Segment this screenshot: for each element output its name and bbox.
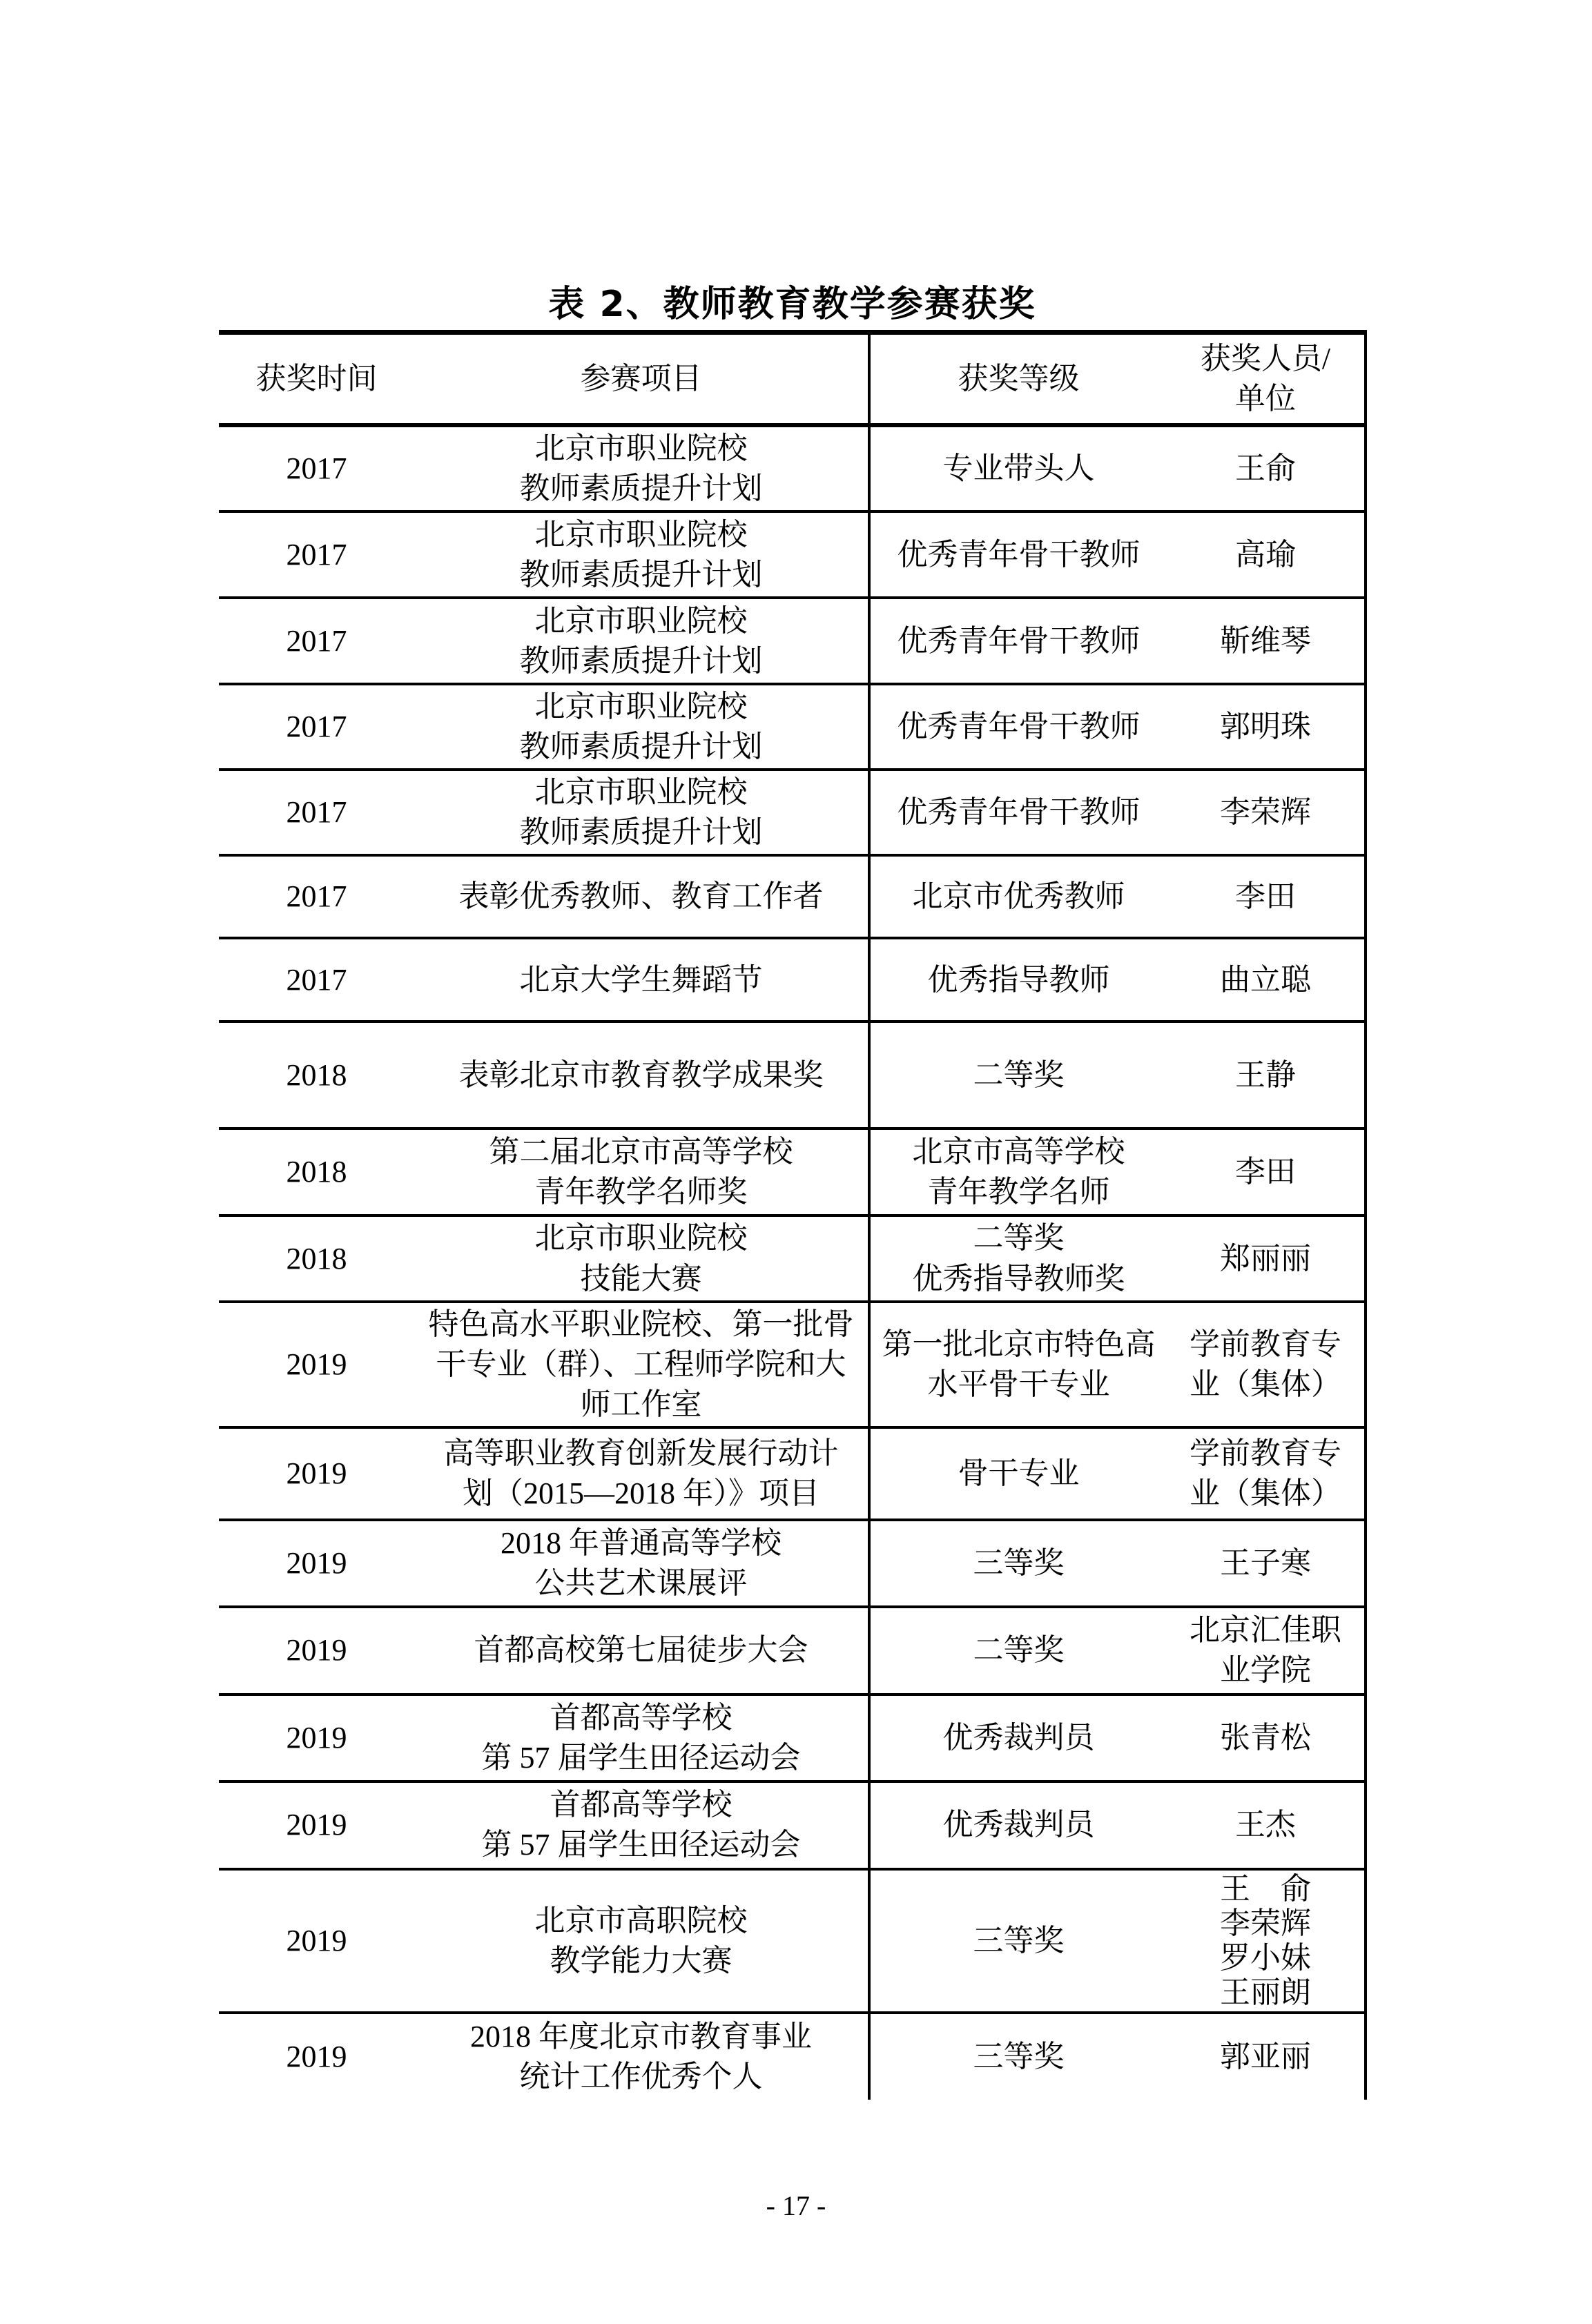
cell-project-line: 师工作室 [580,1387,702,1421]
table-row [219,1695,1366,1781]
page-title: 表 2、教师教育教学参赛获奖 [548,284,1036,325]
table-body [219,425,1366,2100]
table-row [219,1215,1366,1301]
cell-project [414,1781,869,1869]
cell-year-line: 2017 [286,623,347,658]
cell-person-line: 学前教育专 [1190,1436,1341,1470]
cell-award-line: 三等奖 [973,1924,1065,1958]
cell-year [219,511,414,598]
cell-award-line: 北京市优秀教师 [912,879,1125,914]
cell-person-line: 郑丽丽 [1220,1241,1311,1276]
cell-person [1167,1129,1366,1215]
table-row [219,770,1366,855]
cell-year-line: 2017 [286,879,347,914]
cell-year [219,1607,414,1695]
cell-award-line: 水平骨干专业 [927,1367,1110,1401]
cell-person [1167,938,1366,1022]
cell-project [414,425,869,511]
cell-project-line: 表彰优秀教师、教育工作者 [458,879,824,914]
cell-project-line: 统计工作优秀个人 [519,2060,763,2094]
cell-year-line: 2019 [286,2040,347,2074]
cell-project [414,598,869,684]
cell-person-line: 郭亚丽 [1220,2040,1311,2074]
cell-person-line: 王子寒 [1220,1545,1311,1580]
cell-award-line: 专业带头人 [942,451,1095,486]
cell-year-line: 2017 [286,795,347,830]
cell-project-line: 北京市职业院校 [534,690,748,724]
cell-project [414,770,869,855]
cell-person [1167,1427,1366,1520]
cell-person [1167,1607,1366,1695]
cell-project [414,1129,869,1215]
table-row [219,598,1366,684]
cell-award-line: 优秀青年骨干教师 [897,710,1140,744]
cell-award [869,1129,1167,1215]
cell-award-line: 二等奖 [973,1221,1065,1256]
cell-person-line: 王丽朗 [1220,1975,1311,2010]
cell-project-line: 高等职业教育创新发展行动计 [443,1436,839,1470]
cell-year-line: 2019 [286,1633,347,1668]
table-row [219,2013,1366,2100]
cell-person-line: 王静 [1235,1057,1296,1092]
cell-year [219,938,414,1022]
cell-year-line: 2019 [286,1720,347,1755]
cell-project-line: 北京大学生舞蹈节 [519,962,763,997]
cell-person-line: 张青松 [1220,1720,1311,1755]
table-row [219,1022,1366,1129]
cell-award [869,855,1167,938]
cell-award-line: 第一批北京市特色高 [882,1327,1156,1361]
cell-award-line: 优秀指导教师 [927,962,1110,997]
cell-person [1167,1781,1366,1869]
table-row [219,1302,1366,1427]
table-row [219,1781,1366,1869]
cell-project-line: 北京市职业院校 [534,431,748,465]
cell-award-line: 二等奖 [973,1633,1065,1668]
cell-project [414,2013,869,2100]
cell-award-line: 三等奖 [973,1545,1065,1580]
cell-project-line: 第二届北京市高等学校 [489,1135,793,1169]
cell-project-line: 教师素质提升计划 [519,471,763,506]
cell-award-line: 优秀青年骨干教师 [897,623,1140,658]
cell-person-line: 业学院 [1220,1653,1311,1688]
cell-project-line: 表彰北京市教育教学成果奖 [458,1057,824,1092]
cell-project [414,511,869,598]
cell-project-line: 首都高校第七届徒步大会 [474,1633,808,1668]
cell-project [414,1427,869,1520]
cell-award [869,1695,1167,1781]
cell-year [219,1781,414,1869]
cell-person-line: 北京汇佳职 [1190,1613,1341,1648]
cell-project-line: 2018 年普通高等学校 [501,1525,782,1560]
cell-year-line: 2019 [286,1456,347,1490]
cell-award-line: 优秀青年骨干教师 [897,537,1140,572]
cell-project [414,1022,869,1129]
cell-person-line: 王俞 [1235,451,1296,486]
cell-person-line: 李田 [1235,1155,1296,1189]
header-row [219,333,1366,426]
cell-project [414,1215,869,1301]
cell-year [219,1129,414,1215]
cell-year [219,1520,414,1607]
cell-year-line: 2019 [286,1545,347,1580]
cell-project-line: 技能大赛 [580,1261,702,1296]
cell-person-line: 业（集体） [1190,1367,1341,1401]
cell-award [869,684,1167,770]
cell-person [1167,1695,1366,1781]
cell-year [219,1022,414,1129]
cell-project [414,1520,869,1607]
cell-award [869,1022,1167,1129]
cell-person [1167,1302,1366,1427]
cell-person-line: 李荣辉 [1220,795,1311,830]
cell-year [219,598,414,684]
table-row [219,1427,1366,1520]
cell-project [414,938,869,1022]
table-row [219,684,1366,770]
cell-award [869,598,1167,684]
table-row [219,425,1366,511]
table-row [219,1869,1366,2013]
cell-award [869,1302,1167,1427]
cell-project-line: 首都高等学校 [550,1788,732,1822]
cell-award [869,425,1167,511]
table-row [219,1520,1366,1607]
cell-project-line: 划（2015—2018 年）》项目 [463,1476,819,1510]
cell-person [1167,511,1366,598]
cell-person [1167,2013,1366,2100]
cell-project-line: 2018 年度北京市教育事业 [470,2020,812,2054]
cell-year-line: 2019 [286,1347,347,1381]
cell-person-line: 靳维琴 [1220,623,1311,658]
cell-person [1167,770,1366,855]
cell-person-line: 高瑜 [1235,537,1296,572]
cell-award-line: 优秀裁判员 [942,1808,1095,1842]
cell-project-line: 公共艺术课展评 [534,1565,748,1600]
cell-year [219,1215,414,1301]
cell-award [869,1215,1167,1301]
table-row [219,938,1366,1022]
cell-project-line: 教师素质提升计划 [519,557,763,592]
cell-project [414,1302,869,1427]
cell-project-line: 教师素质提升计划 [519,643,763,678]
cell-project [414,1607,869,1695]
cell-project-line: 特色高水平职业院校、第一批骨 [428,1307,854,1341]
cell-person-line: 郭明珠 [1220,710,1311,744]
cell-person [1167,1520,1366,1607]
col-header-awardee-line2: 单位 [1235,382,1296,416]
cell-person [1167,1869,1366,2013]
cell-award-line: 优秀青年骨干教师 [897,795,1140,830]
cell-project-line: 青年教学名师奖 [534,1175,748,1209]
cell-award [869,938,1167,1022]
cell-person-line: 王杰 [1235,1808,1296,1842]
cell-year [219,1695,414,1781]
cell-project [414,684,869,770]
cell-year [219,855,414,938]
cell-person-line: 李田 [1235,879,1296,914]
cell-project [414,855,869,938]
cell-award-line: 优秀指导教师奖 [912,1261,1125,1296]
cell-year-line: 2017 [286,451,347,486]
cell-year [219,770,414,855]
table-row [219,511,1366,598]
awards-table [219,330,1367,2100]
col-header-award-time: 获奖时间 [219,333,414,426]
cell-project-line: 教学能力大赛 [550,1944,732,1978]
cell-person [1167,598,1366,684]
cell-award-line: 优秀裁判员 [942,1720,1095,1755]
cell-project-line: 北京市高职院校 [534,1904,748,1938]
cell-award [869,1781,1167,1869]
cell-year-line: 2019 [286,1808,347,1842]
col-header-project: 参赛项目 [414,333,869,426]
cell-year [219,1869,414,2013]
col-header-awardee [1167,333,1366,426]
cell-person-line: 学前教育专 [1190,1327,1341,1361]
cell-project-line: 第 57 届学生田径运动会 [481,1828,801,1862]
cell-person [1167,425,1366,511]
cell-year [219,425,414,511]
cell-award-line: 二等奖 [973,1057,1065,1092]
cell-project-line: 干专业（群）、工程师学院和大 [436,1347,846,1381]
cell-project [414,1869,869,2013]
cell-project-line: 教师素质提升计划 [519,730,763,764]
cell-person-line: 罗小妹 [1220,1941,1311,1975]
cell-award [869,2013,1167,2100]
cell-person [1167,1215,1366,1301]
cell-project-line: 北京市职业院校 [534,1221,748,1256]
cell-project-line: 第 57 届学生田径运动会 [481,1740,801,1775]
table-row [219,855,1366,938]
cell-project-line: 北京市职业院校 [534,775,748,810]
col-header-award-level: 获奖等级 [869,333,1167,426]
cell-award [869,511,1167,598]
cell-award-line: 北京市高等学校 [912,1135,1125,1169]
cell-award-line: 青年教学名师 [927,1175,1110,1209]
cell-year-line: 2019 [286,1924,347,1958]
table-row [219,1129,1366,1215]
cell-year [219,2013,414,2100]
cell-year-line: 2017 [286,710,347,744]
cell-person [1167,855,1366,938]
cell-year [219,1302,414,1427]
cell-year-line: 2018 [286,1241,347,1276]
cell-project-line: 北京市职业院校 [534,603,748,638]
cell-award [869,1869,1167,2013]
cell-award [869,770,1167,855]
cell-person-line: 曲立聪 [1220,962,1311,997]
cell-award [869,1427,1167,1520]
cell-year-line: 2018 [286,1057,347,1092]
cell-person [1167,1022,1366,1129]
cell-year [219,1427,414,1520]
cell-award-line: 三等奖 [973,2040,1065,2074]
table-row [219,1607,1366,1695]
cell-year [219,684,414,770]
cell-person-line: 业（集体） [1190,1476,1341,1510]
cell-award [869,1520,1167,1607]
table-header [219,333,1366,426]
cell-project-line: 教师素质提升计划 [519,815,763,850]
cell-person [1167,684,1366,770]
cell-person-line: 李荣辉 [1220,1906,1311,1941]
cell-award [869,1607,1167,1695]
cell-year-line: 2018 [286,1155,347,1189]
cell-year-line: 2017 [286,962,347,997]
cell-award-line: 骨干专业 [958,1456,1080,1490]
cell-project-line: 北京市职业院校 [534,517,748,551]
cell-person-line: 王 俞 [1220,1871,1311,1906]
page-number: - 17 - [766,2190,826,2221]
cell-year-line: 2017 [286,537,347,572]
col-header-awardee-line1: 获奖人员/ [1200,341,1331,375]
cell-project [414,1695,869,1781]
cell-project-line: 首都高等学校 [550,1700,732,1735]
